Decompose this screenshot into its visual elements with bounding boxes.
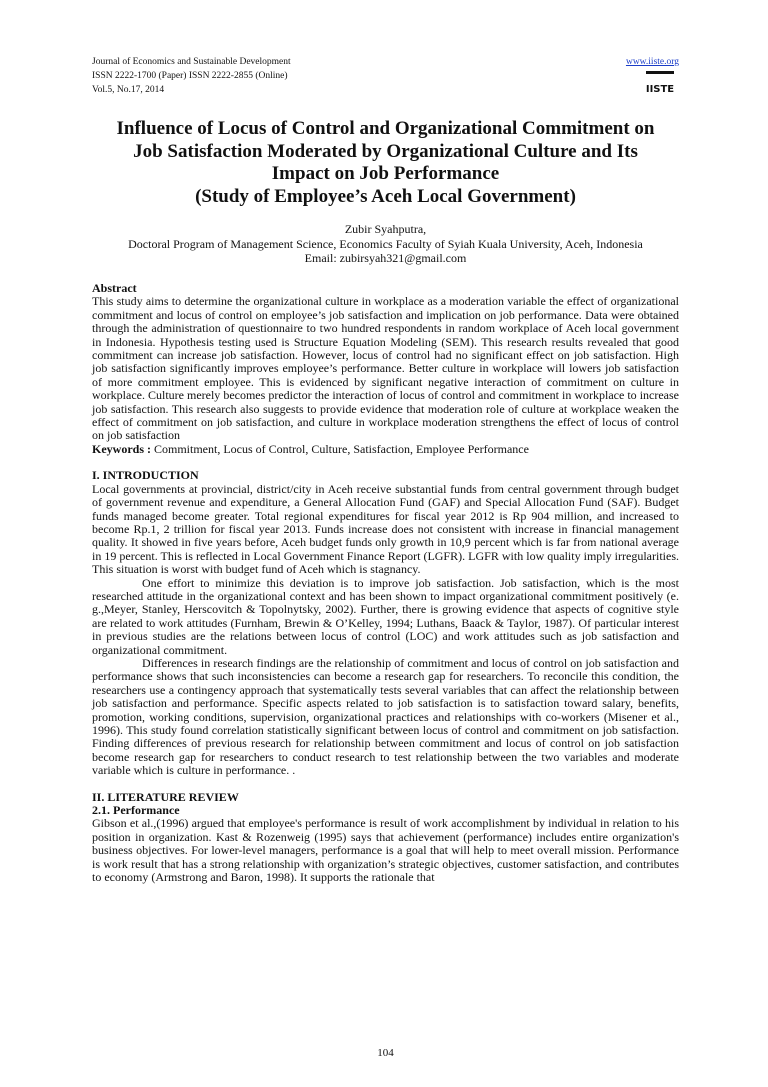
journal-url-link[interactable]: www.iiste.org bbox=[625, 57, 679, 67]
performance-subheading: 2.1. Performance bbox=[92, 803, 180, 818]
author-name: Zubir Syahputra, bbox=[344, 222, 427, 236]
keywords-text: Commitment, Locus of Control, Culture, Satisfaction, Employee Performance bbox=[151, 441, 529, 456]
paper-body bbox=[92, 282, 679, 884]
title-line-3: Impact on Job Performance bbox=[271, 163, 500, 184]
page-number: 104 bbox=[377, 1047, 394, 1059]
keywords-line bbox=[92, 443, 679, 456]
author-block bbox=[84, 222, 687, 266]
volume-line: Vol.5, No.17, 2014 bbox=[92, 85, 165, 95]
journal-header bbox=[92, 55, 679, 97]
literature-review-heading: II. LITERATURE REVIEW bbox=[92, 789, 239, 804]
title-line-1: Influence of Locus of Control and Organizational Commitment on bbox=[116, 118, 655, 139]
author-email: Email: zubirsyah321@gmail.com bbox=[304, 251, 467, 265]
abstract-text: This study aims to determine the organizational culture in workplace as a moderation variable the effect of organizational commitment and locus of control on employee’s job satisfaction and implication on job performance. Data were obtained through the administration of questionnaire to two hundred respondents in random workplace of Aceh local government in Indonesia. Hypothesis testing used is Structure Equation Modeling (SEM). This research results revealed that good commitment can increase job satisfaction. However, locus of control had no significant effect on job satisfaction. High job satisfaction significantly improves employee’s performance. Better culture in workplace will lowers job satisfaction of more commitment employee. This is evidenced by significant negative interaction of commitment on culture in workplace. Culture merely becomes predictor the interaction of locus of control and commitment in workplace to increase job satisfaction. This research also suggests to provide evidence that moderation role of culture at workplace weaken the effect of commitment on job satisfaction, and culture in workplace moderation strengthens the effect of locus of control on job satisfaction bbox=[92, 294, 679, 443]
logo-text: IISTE bbox=[645, 84, 675, 95]
paper-title bbox=[92, 118, 679, 208]
author-affiliation: Doctoral Program of Management Science, Economics Faculty of Syiah Kuala University, Aceh, Indonesia bbox=[128, 236, 643, 251]
journal-name: Journal of Economics and Sustainable Development bbox=[92, 57, 291, 67]
title-line-4: (Study of Employee’s Aceh Local Government) bbox=[195, 185, 576, 207]
intro-paragraph-1: Local governments at provincial, district/city in Aceh receive substantial funds from central government through budget of government revenue and expenditure, a General Allocation Fund (GAF) and Special Allocation Fund (SAF). Budget funds managed become greater. Total regional expenditures for fiscal year 2012 is Rp 904 million, and increased to become Rp.1, 2 trillion for fiscal year 2013. Funds increase does not consistent with increase in financial management quality. It showed in five years before, Aceh budget funds only growth in 10,9 percent which is far from national average in 19 percent. This is reflected in Local Government Finance Report (LGFR). LGFR with low quality imply irregularities. This situation is worst with budget fund of Aceh which is stagnancy. bbox=[92, 481, 679, 577]
title-line-2: Job Satisfaction Moderated by Organizational Culture and Its bbox=[133, 140, 638, 162]
iiste-logo-icon bbox=[645, 71, 675, 95]
intro-paragraph-2: One effort to minimize this deviation is to improve job satisfaction. Job satisfaction, which is the most researched attitude in the organizational context and has been shown to impact organizational commitment positively (e. g.,Meyer, Stanley, Herscovitch & Topolnytsky, 2002). Further, there is growing evidence that aspects of cognitive style are related to work attitudes (Furnham, Brewin & O’Kelley, 1994; Luthans, Baack & Taylor, 1987). Of particular interest in previous studies are the relations between locus of control (LOC) and work attitudes such as job satisfaction and organizational commitment. bbox=[92, 575, 679, 657]
issn-line: ISSN 2222-1700 (Paper) ISSN 2222-2855 (Online) bbox=[92, 71, 288, 81]
abstract-heading: Abstract bbox=[92, 281, 137, 295]
performance-paragraph: Gibson et al.,(1996) argued that employee's performance is result of work accomplishment by individual in relation to his position in organization. Kast & Rozenweig (1995) says that achievement (performance) includes entire organization's business objectives. For lower-level managers, performance is a goal that will help to meet overall mission. Performance is work result that has a strong relationship with organization’s strategic objectives, customer satisfaction, and contributes to economy (Armstrong and Baron, 1998). It supports the rationale that bbox=[92, 816, 679, 885]
intro-paragraph-3: Differences in research findings are the relationship of commitment and locus of control on job satisfaction and performance shows that such inconsistencies can become a research gap for researchers. To reconcile this condition, the researchers use a contingency approach that systematically tests several variables that can affect the relationship between job satisfaction and performance. Specific aspects related to job satisfaction is to satisfaction toward salary, benefits, promotion, working conditions, supervision, organizational practices and relationships with co-workers (Misener et al., 1996). This study found correlation statistically significant between locus of control and commitment on job satisfaction. Finding differences of previous research for relationship between commitment and locus of control on job satisfaction become research gap for researchers to conduct research to test relationship between the two variables and moderate variable which is culture in performance. . bbox=[92, 655, 679, 778]
introduction-heading: I. INTRODUCTION bbox=[92, 468, 199, 483]
keywords-label: Keywords : bbox=[92, 441, 151, 456]
